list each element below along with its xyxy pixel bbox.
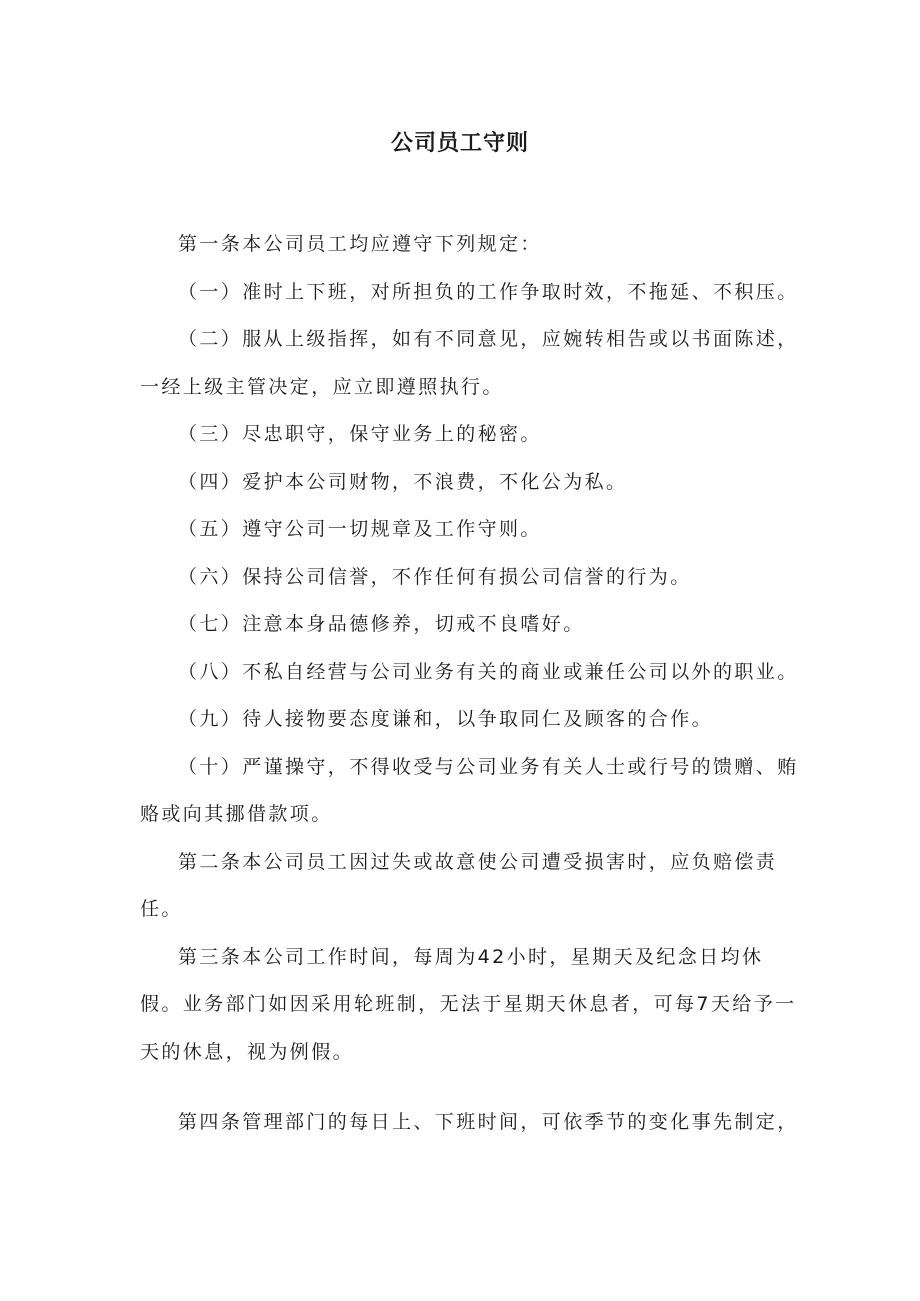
article-1: 第一条本公司员工均应遵守下列规定： bbox=[178, 233, 542, 255]
clause-3: （三）尽忠职守，保守业务上的秘密。 bbox=[178, 423, 542, 445]
clause-8: （八）不私自经营与公司业务有关的商业或兼任公司以外的职业。 bbox=[178, 660, 799, 683]
document-title: 公司员工守则 bbox=[390, 131, 529, 156]
clause-4: （四）爱护本公司财物，不浪费，不化公为私。 bbox=[178, 470, 628, 493]
clause-9: （九）待人接物要态度谦和，以争取同仁及顾客的合作。 bbox=[178, 708, 714, 730]
clause-10: （十）严谨操守，不得收受与公司业务有关人士或行号的馈赠、贿赂或向其挪借款项。 bbox=[140, 755, 799, 825]
clause-6: （六）保持公司信誉，不作任何有损公司信誉的行为。 bbox=[178, 565, 692, 588]
article-3: 第三条本公司工作时间，每周为42小时，星期天及纪念日均休假。业务部门如因采用轮班制，无法于星期天休息者，可每7天给予一天的休息，视为例假。 bbox=[140, 945, 797, 1063]
article-2: 第二条本公司员工因过失或故意使公司遭受损害时，应负赔偿责任。 bbox=[140, 850, 778, 920]
clause-2: （二）服从上级指挥，如有不同意见，应婉转相告或以书面陈述，一经上级主管决定，应立即遵照执行。 bbox=[140, 328, 799, 398]
clause-7: （七）注意本身品德修养，切戒不良嗜好。 bbox=[178, 613, 585, 635]
article-4: 第四条管理部门的每日上、下班时间，可依季节的变化事先制定， bbox=[178, 1111, 799, 1133]
document-body bbox=[140, 221, 800, 1147]
clause-5: （五）遵守公司一切规章及工作守则。 bbox=[178, 518, 542, 540]
clause-1: （一）准时上下班，对所担负的工作争取时效，不拖延、不积压。 bbox=[178, 280, 799, 303]
